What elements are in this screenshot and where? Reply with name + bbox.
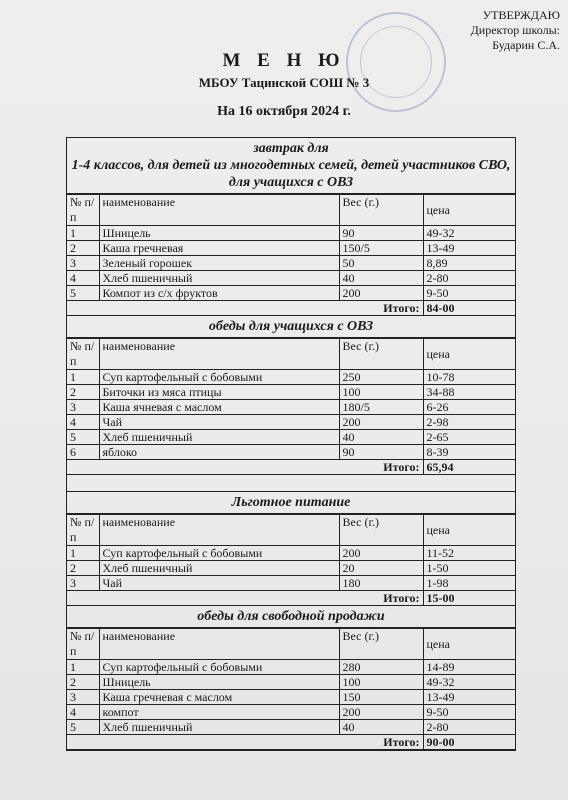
dish-name: Биточки из мяса птицы [99,385,339,400]
dish-name: яблоко [99,445,339,460]
dish-price: 6-26 [423,400,515,415]
dish-weight: 200 [339,705,423,720]
dish-price: 49-32 [423,675,515,690]
table-row [67,226,515,241]
dish-name: Каша ячневая с маслом [99,400,339,415]
dish-price: 8-39 [423,445,515,460]
section-spacer [67,475,515,492]
dish-price: 14-89 [423,660,515,675]
dish-weight: 100 [339,385,423,400]
row-num: 4 [67,705,99,720]
table-header-row [67,339,515,370]
dish-price: 49-32 [423,226,515,241]
approval-line-2: Директор школы: [470,23,560,37]
menu-table [67,194,515,316]
dish-price: 9-50 [423,705,515,720]
dish-price: 2-98 [423,415,515,430]
table-row [67,286,515,301]
dish-name: Суп картофельный с бобовыми [99,370,339,385]
row-num: 2 [67,675,99,690]
approval-line-3: Бударин С.А. [492,38,560,52]
dish-weight: 200 [339,415,423,430]
col-num-header: № п/п [67,629,99,660]
dish-weight: 50 [339,256,423,271]
col-name-header: наименование [99,515,339,546]
dish-price: 1-50 [423,561,515,576]
table-row [67,675,515,690]
total-row [67,301,515,316]
dish-price: 11-52 [423,546,515,561]
table-header-row [67,195,515,226]
dish-weight: 180/5 [339,400,423,415]
table-row [67,271,515,286]
section-heading: Льготное питание [67,492,515,514]
total-value: 84-00 [423,301,515,316]
menu-table [67,628,515,750]
total-value: 65,94 [423,460,515,475]
menu-table [67,338,515,475]
dish-name: Компот из с/х фруктов [99,286,339,301]
section-heading: обеды для свободной продажи [67,606,515,628]
col-price-header: цена [423,629,515,660]
dish-price: 2-80 [423,720,515,735]
dish-name: компот [99,705,339,720]
row-num: 2 [67,385,99,400]
table-row [67,400,515,415]
col-name-header: наименование [99,629,339,660]
col-name-header: наименование [99,195,339,226]
section-heading: завтрак для 1-4 классов, для детей из многодетных семей, детей участников СВО, для учащихся с ОВЗ [67,138,515,194]
dish-name: Хлеб пшеничный [99,430,339,445]
total-row [67,735,515,750]
dish-name: Шницель [99,675,339,690]
row-num: 5 [67,720,99,735]
total-value: 15-00 [423,591,515,606]
row-num: 2 [67,561,99,576]
table-row [67,445,515,460]
dish-weight: 150 [339,690,423,705]
table-header-row [67,629,515,660]
col-price-header: цена [423,339,515,370]
school-name: МБОУ Тацинской СОШ № 3 [198,75,370,90]
col-num-header: № п/п [67,515,99,546]
col-price-header: цена [423,515,515,546]
dish-name: Шницель [99,226,339,241]
dish-weight: 40 [339,430,423,445]
row-num: 5 [67,286,99,301]
row-num: 4 [67,271,99,286]
dish-price: 9-50 [423,286,515,301]
row-num: 1 [67,546,99,561]
dish-weight: 20 [339,561,423,576]
page-title: М Е Н Ю [222,50,346,71]
dish-name: Чай [99,415,339,430]
menu-sheet [66,137,516,751]
dish-name: Суп картофельный с бобовыми [99,546,339,561]
col-weight-header: Вес (г.) [339,515,423,546]
dish-weight: 280 [339,660,423,675]
section-heading: обеды для учащихся с ОВЗ [67,316,515,338]
table-row [67,546,515,561]
row-num: 3 [67,400,99,415]
row-num: 3 [67,690,99,705]
dish-price: 13-49 [423,690,515,705]
table-row [67,561,515,576]
dish-name: Хлеб пшеничный [99,271,339,286]
table-row [67,576,515,591]
total-row [67,460,515,475]
col-price-header: цена [423,195,515,226]
dish-weight: 150/5 [339,241,423,256]
total-label: Итого: [67,591,423,606]
dish-price: 8,89 [423,256,515,271]
total-label: Итого: [67,735,423,750]
dish-price: 13-49 [423,241,515,256]
dish-weight: 200 [339,286,423,301]
row-num: 1 [67,226,99,241]
dish-price: 2-80 [423,271,515,286]
dish-price: 10-78 [423,370,515,385]
dish-name: Чай [99,576,339,591]
dish-weight: 40 [339,271,423,286]
col-num-header: № п/п [67,195,99,226]
row-num: 1 [67,370,99,385]
table-row [67,415,515,430]
col-weight-header: Вес (г.) [339,339,423,370]
col-weight-header: Вес (г.) [339,629,423,660]
dish-weight: 250 [339,370,423,385]
total-value: 90-00 [423,735,515,750]
dish-price: 1-98 [423,576,515,591]
row-num: 5 [67,430,99,445]
dish-name: Суп картофельный с бобовыми [99,660,339,675]
table-row [67,241,515,256]
row-num: 3 [67,256,99,271]
row-num: 3 [67,576,99,591]
menu-table [67,514,515,606]
menu-date: На 16 октября 2024 г. [217,104,351,119]
table-row [67,660,515,675]
approval-block [432,8,560,53]
dish-name: Зеленый горошек [99,256,339,271]
table-row [67,430,515,445]
row-num: 2 [67,241,99,256]
dish-weight: 100 [339,675,423,690]
table-row [67,256,515,271]
dish-weight: 40 [339,720,423,735]
dish-weight: 200 [339,546,423,561]
table-row [67,385,515,400]
dish-name: Каша гречневая [99,241,339,256]
total-row [67,591,515,606]
table-row [67,705,515,720]
table-row [67,690,515,705]
approval-line-1: УТВЕРЖДАЮ [482,8,560,22]
dish-name: Каша гречневая с маслом [99,690,339,705]
table-row [67,720,515,735]
dish-price: 34-88 [423,385,515,400]
total-label: Итого: [67,301,423,316]
row-num: 6 [67,445,99,460]
row-num: 4 [67,415,99,430]
dish-name: Хлеб пшеничный [99,561,339,576]
dish-weight: 90 [339,226,423,241]
col-weight-header: Вес (г.) [339,195,423,226]
col-num-header: № п/п [67,339,99,370]
table-row [67,370,515,385]
total-label: Итого: [67,460,423,475]
row-num: 1 [67,660,99,675]
col-name-header: наименование [99,339,339,370]
dish-name: Хлеб пшеничный [99,720,339,735]
dish-weight: 180 [339,576,423,591]
dish-weight: 90 [339,445,423,460]
dish-price: 2-65 [423,430,515,445]
table-header-row [67,515,515,546]
